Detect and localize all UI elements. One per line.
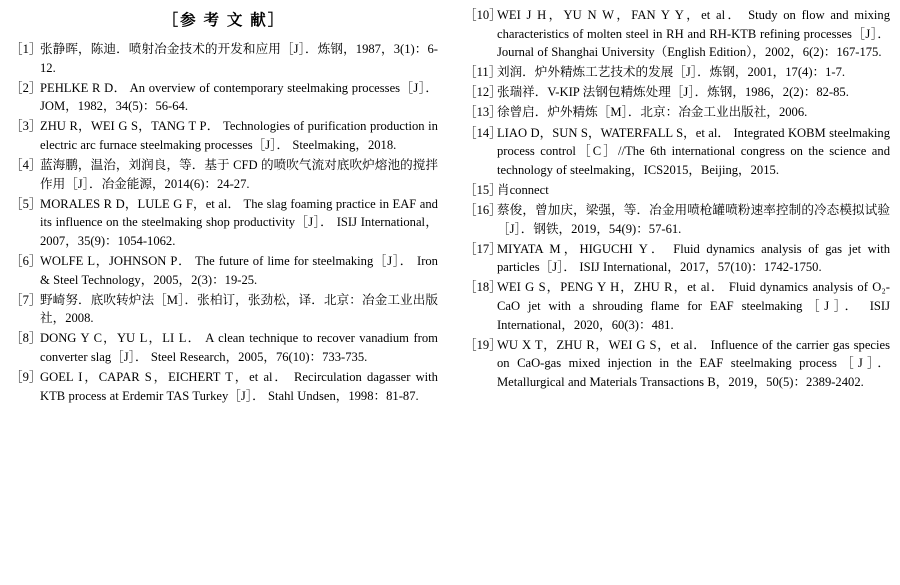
page-title: ［参 考 文 献］ [162, 12, 286, 29]
reference-text: ZHU R，WEI G S，TANG T P． Technologies of purification production in electric arc furnace steelmaking processes［J］． Steelmaking，2018. [40, 119, 438, 152]
list-item [464, 103, 890, 122]
reference-text: MORALES R D，LULE G F，et al． The slag foaming practice in EAF and its influence on the steelmaking shop productivity［J］． ISIJ International，2007，35(9)：1054-1062. [40, 196, 438, 248]
reference-text: WEI G S，PENG Y H，ZHU R，et al． Fluid dynamics analysis of O₂-CaO jet with a shrouding flame for EAF steelmaking［J］． ISIJ International，2020，60(3)：481. [496, 280, 890, 332]
reference-number: ［15］ [463, 182, 502, 197]
reference-number: ［1］ [10, 42, 42, 56]
reference-text: PEHLKE R D． An overview of contemporary steelmaking processes［J］． JOM，1982，34(5)：56-64. [40, 80, 438, 114]
reference-text: WEI J H，YU N W，FAN Y Y，et al． Study on flow and mixing characteristics of molten steel in RH and RH-KTB refining processes［J］． Journal of Shanghai University（English Edition），2002，6(2)：167-175. [496, 8, 890, 60]
reference-number: ［12］ [463, 85, 502, 100]
reference-number: ［10］ [463, 8, 502, 22]
reference-text: 野崎努．底吹转炉法［M］．张柏订，张劲松，译．北京：冶金工业出版社，2008. [40, 292, 438, 326]
list-item [464, 124, 890, 180]
reference-number: ［11］ [463, 65, 502, 80]
reference-number: ［7］ [10, 292, 42, 307]
list-item [464, 278, 890, 334]
reference-text: 刘润．炉外精炼工艺技术的发展［J］．炼钢，2001，17(4)：1-7. [496, 65, 846, 80]
list-item [464, 201, 890, 238]
list-item [464, 240, 890, 277]
reference-number: ［18］ [463, 280, 502, 295]
reference-number: ［3］ [10, 119, 42, 134]
reference-text: GOEL I，CAPAR S，EICHERT T，et al． Recirculation dagasser with KTB process at Erdemir TAS Turkey［J］． Stahl Undsen，1998：81-87. [40, 370, 438, 403]
list-item [10, 79, 438, 116]
list-item [10, 195, 438, 251]
list-item [10, 156, 438, 193]
two-column-layout [10, 6, 890, 585]
reference-list-right [464, 6, 890, 391]
reference-text: MIYATA M，HIGUCHI Y． Fluid dynamics analysis of gas jet with particles［J］． ISIJ International，2017，57(10)：1742-1750. [496, 241, 890, 275]
list-item [10, 329, 438, 366]
reference-text: 肖connect [496, 182, 549, 197]
reference-text: 张静晖，陈迪．喷射冶金技术的开发和应用［J］．炼钢，1987，3(1)：6-12. [40, 42, 438, 75]
reference-list-left [10, 40, 438, 405]
reference-text: 张瑞祥．V-KIP 法钢包精炼处理［J］．炼钢，1986，2(2)：82-85. [496, 85, 849, 100]
list-item [10, 117, 438, 154]
list-item [464, 6, 890, 62]
reference-number: ［9］ [10, 370, 42, 385]
reference-number: ［14］ [463, 125, 502, 140]
list-item [10, 40, 438, 77]
reference-number: ［2］ [10, 80, 42, 95]
left-column [10, 6, 452, 407]
reference-text: 蓝海鹏，温治，刘润良，等．基于 CFD 的喷吹气流对底吹炉熔池的搅拌作用［J］．冶金能源，2014(6)：24-27. [40, 158, 438, 191]
list-item [464, 63, 890, 82]
list-item [464, 83, 890, 102]
list-item [10, 252, 438, 289]
reference-text: WOLFE L，JOHNSON P． The future of lime for steelmaking［J］． Iron & Steel Technology，2005，2(3)：19-25. [40, 254, 438, 287]
reference-number: ［6］ [10, 254, 42, 269]
list-item [10, 368, 438, 405]
reference-text: LIAO D，SUN S，WATERFALL S，et al． Integrated KOBM steelmaking process control［C］//The 6th international congress on the science and technology of steelmaking，ICS2015，Beijing，2015. [496, 125, 890, 177]
reference-text: 徐曾启．炉外精炼［M］．北京：冶金工业出版社，2006. [496, 105, 808, 120]
reference-number: ［4］ [10, 158, 42, 173]
list-item [464, 181, 890, 200]
reference-number: ［16］ [463, 202, 502, 217]
right-column [452, 6, 890, 393]
reference-number: ［13］ [463, 105, 502, 120]
reference-number: ［19］ [463, 337, 502, 352]
reference-number: ［17］ [463, 241, 502, 256]
reference-text: DONG Y C，YU L，LI L． A clean technique to recover vanadium from converter slag［J］． Steel Research，2005，76(10)：733-735. [40, 331, 438, 364]
list-item [464, 336, 890, 392]
list-item [10, 291, 438, 328]
reference-number: ［5］ [10, 196, 42, 211]
reference-text: 蔡俊，曾加庆，梁强，等．冶金用喷枪罐喷粉速率控制的冷态模拟试验［J］．钢铁，2019，54(9)：57-61. [496, 202, 890, 236]
reference-text: WU X T，ZHU R，WEI G S，et al． Influence of the carrier gas species on CaO-gas mixed injection in the EAF steelmaking process［J］． Metallurgical and Materials Transactions B，2019，50(5)：2389-2402. [496, 337, 890, 389]
reference-number: ［8］ [10, 331, 42, 346]
